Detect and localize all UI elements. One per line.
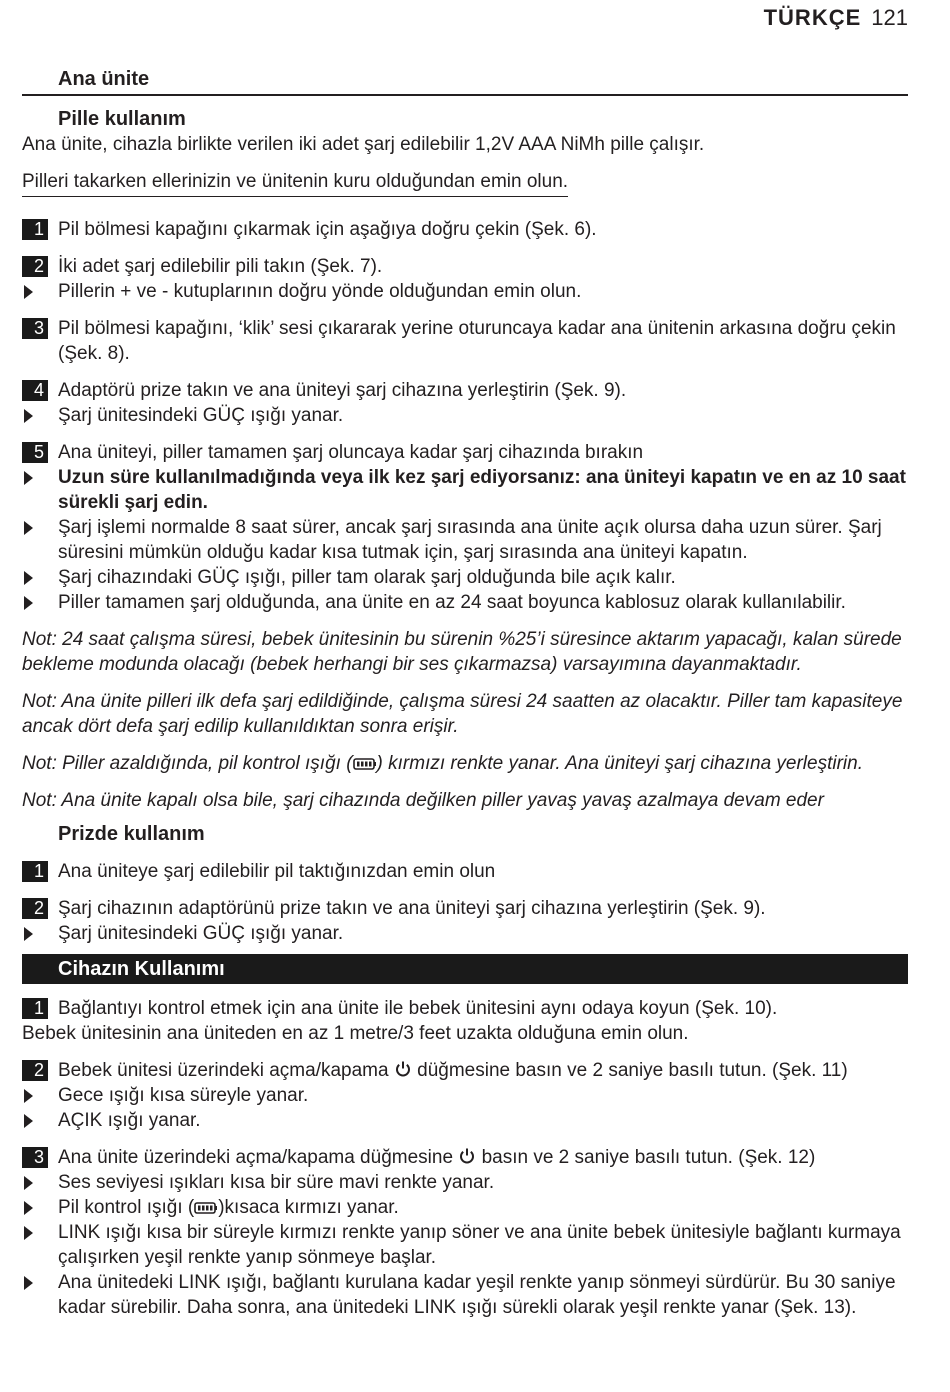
- bullet-item: Şarj ünitesindeki GÜÇ ışığı yanar.: [22, 921, 908, 946]
- mains-step-1: [22, 859, 908, 884]
- page-number: 121: [871, 5, 908, 30]
- step-number: 1: [22, 998, 48, 1019]
- bullet-item: AÇIK ışığı yanar.: [22, 1108, 908, 1133]
- section-title-main-unit: Ana ünite: [22, 66, 908, 96]
- intro-text: Ana ünite, cihazla birlikte verilen iki adet şarj edilebilir 1,2V AAA NiMh pille çalışır.: [22, 134, 705, 155]
- note-1: Not: 24 saat çalışma süresi, bebek ünitesinin bu sürenin %25’i süresince aktarım yapacağı, kalan sürede bekleme modunda olacağı (bebek herhangi bir ses çıkarmazsa) varsayımına dayanmaktadır.: [22, 629, 902, 675]
- bullet-arrow-icon: [24, 409, 33, 423]
- battery-icon: [353, 757, 377, 771]
- mains-step-2: [22, 896, 908, 921]
- language-label: TÜRKÇE: [763, 5, 862, 30]
- step-text: Şarj cihazının adaptörünü prize takın ve ana üniteyi şarj cihazına yerleştirin (Şek. 9).: [58, 898, 766, 919]
- bullet-arrow-icon: [24, 571, 33, 585]
- step-number: 5: [22, 442, 48, 463]
- step-text: Adaptörü prize takın ve ana üniteyi şarj cihazına yerleştirin (Şek. 9).: [58, 380, 627, 401]
- step-text: Ana üniteyi, piller tamamen şarj oluncaya kadar şarj cihazında bırakın: [58, 442, 644, 463]
- step-number: 4: [22, 380, 48, 401]
- bullet-item: Şarj ünitesindeki GÜÇ ışığı yanar.: [22, 403, 908, 428]
- step-text: Pil bölmesi kapağını, ‘klik’ sesi çıkararak yerine oturuncaya kadar ana ünitenin arkasına doğru çekin (Şek. 8).: [58, 318, 896, 364]
- step-number: 2: [22, 256, 48, 277]
- note-2: Not: Ana ünite pilleri ilk defa şarj edildiğinde, çalışma süresi 24 saatten az olacaktır. Piller tam kapasiteye ancak dört defa şarj edilip kullanıldıktan sonra erişir.: [22, 691, 903, 737]
- step-text: Pil bölmesi kapağını çıkarmak için aşağıya doğru çekin (Şek. 6).: [58, 219, 597, 240]
- bullet-arrow-icon: [24, 471, 33, 485]
- step-number: 3: [22, 318, 48, 339]
- bullet-arrow-icon: [24, 285, 33, 299]
- power-icon: [394, 1060, 412, 1078]
- note-4: Not: Ana ünite kapalı olsa bile, şarj cihazında değilken piller yavaş yavaş azalmaya devam eder: [22, 790, 824, 811]
- bullet-arrow-icon: [24, 1176, 33, 1190]
- note-3: Not: Piller azaldığında, pil kontrol ışığı ( ) kırmızı renkte yanar. Ana üniteyi şarj cihazına yerleştirin.: [22, 753, 863, 774]
- bullet-item: Gece ışığı kısa süreyle yanar.: [22, 1083, 908, 1108]
- step-number: 1: [22, 219, 48, 240]
- bullet-arrow-icon: [24, 1276, 33, 1290]
- step-1: [22, 217, 908, 242]
- step-number: 1: [22, 861, 48, 882]
- step-text: Ana üniteye şarj edilebilir pil taktığınızdan emin olun: [58, 861, 496, 882]
- step-5: [22, 440, 908, 465]
- bullet-arrow-icon: [24, 1201, 33, 1215]
- use-step-1: [22, 996, 908, 1021]
- bullet-arrow-icon: [24, 927, 33, 941]
- bullet-arrow-icon: [24, 1089, 33, 1103]
- step-number: 3: [22, 1147, 48, 1168]
- bullet-item-bold: Uzun süre kullanılmadığında veya ilk kez şarj ediyorsanız: ana üniteyi kapatın ve en az 10 saat sürekli şarj edin.: [22, 465, 908, 515]
- bullet-item: Ana ünitedeki LINK ışığı, bağlantı kurulana kadar yeşil renkte yanıp sönmeyi sürdürür. Bu 30 saniye kadar sürebilir. Daha sonra, ana ünitedeki LINK ışığı sürekli olarak yeşil renkte yanar (Şek. 13).: [22, 1270, 908, 1320]
- bullet-arrow-icon: [24, 1226, 33, 1240]
- use-step-2: 2 Bebek ünitesi üzerindeki açma/kapama düğmesine basın ve 2 saniye basılı tutun. (Şek. 11): [22, 1058, 908, 1083]
- warning-text: Pilleri takarken ellerinizin ve ünitenin kuru olduğundan emin olun.: [22, 169, 568, 197]
- step-number: 2: [22, 898, 48, 919]
- bullet-item: LINK ışığı kısa bir süreyle kırmızı renkte yanıp söner ve ana ünite bebek ünitesiyle bağlantı kurmaya çalışırken yeşil renkte yanıp sönmeye başlar.: [22, 1220, 908, 1270]
- bullet-arrow-icon: [24, 1114, 33, 1128]
- step-4: [22, 378, 908, 403]
- bullet-item: Şarj işlemi normalde 8 saat sürer, ancak şarj sırasında ana ünite açık olursa daha uzun sürer. Şarj süresini mümkün olduğu kadar kısa tutmak için, şarj sırasında ana üniteyi kapatın.: [22, 515, 908, 565]
- bullet-arrow-icon: [24, 521, 33, 535]
- step-3: [22, 316, 908, 366]
- step-number: 2: [22, 1060, 48, 1081]
- section-banner-using-appliance: Cihazın Kullanımı: [22, 954, 908, 984]
- battery-icon: [194, 1201, 218, 1215]
- plain-text: Bebek ünitesinin ana üniteden en az 1 metre/3 feet uzakta olduğuna emin olun.: [22, 1023, 689, 1044]
- subsection-title-mains-use: Prizde kullanım: [58, 823, 205, 845]
- subsection-title-battery-use: Pille kullanım: [58, 108, 186, 130]
- step-2: [22, 254, 908, 279]
- bullet-arrow-icon: [24, 596, 33, 610]
- page-header: [764, 4, 908, 32]
- power-icon: [458, 1147, 476, 1165]
- bullet-item: Şarj cihazındaki GÜÇ ışığı, piller tam olarak şarj olduğunda bile açık kalır.: [22, 565, 908, 590]
- step-text: İki adet şarj edilebilir pili takın (Şek. 7).: [58, 256, 383, 277]
- step-text: Bağlantıyı kontrol etmek için ana ünite ile bebek ünitesini aynı odaya koyun (Şek. 10).: [58, 998, 778, 1019]
- use-step-3: 3 Ana ünite üzerindeki açma/kapama düğmesine basın ve 2 saniye basılı tutun. (Şek. 12): [22, 1145, 908, 1170]
- bullet-item: Piller tamamen şarj olduğunda, ana ünite en az 24 saat boyunca kablosuz olarak kullanılabilir.: [22, 590, 908, 615]
- bullet-item: Ses seviyesi ışıkları kısa bir süre mavi renkte yanar.: [22, 1170, 908, 1195]
- page-content: [22, 66, 908, 1320]
- bullet-item: Pil kontrol ışığı ( )kısaca kırmızı yanar.: [22, 1195, 908, 1220]
- bullet-item: Pillerin + ve - kutuplarının doğru yönde olduğundan emin olun.: [22, 279, 908, 304]
